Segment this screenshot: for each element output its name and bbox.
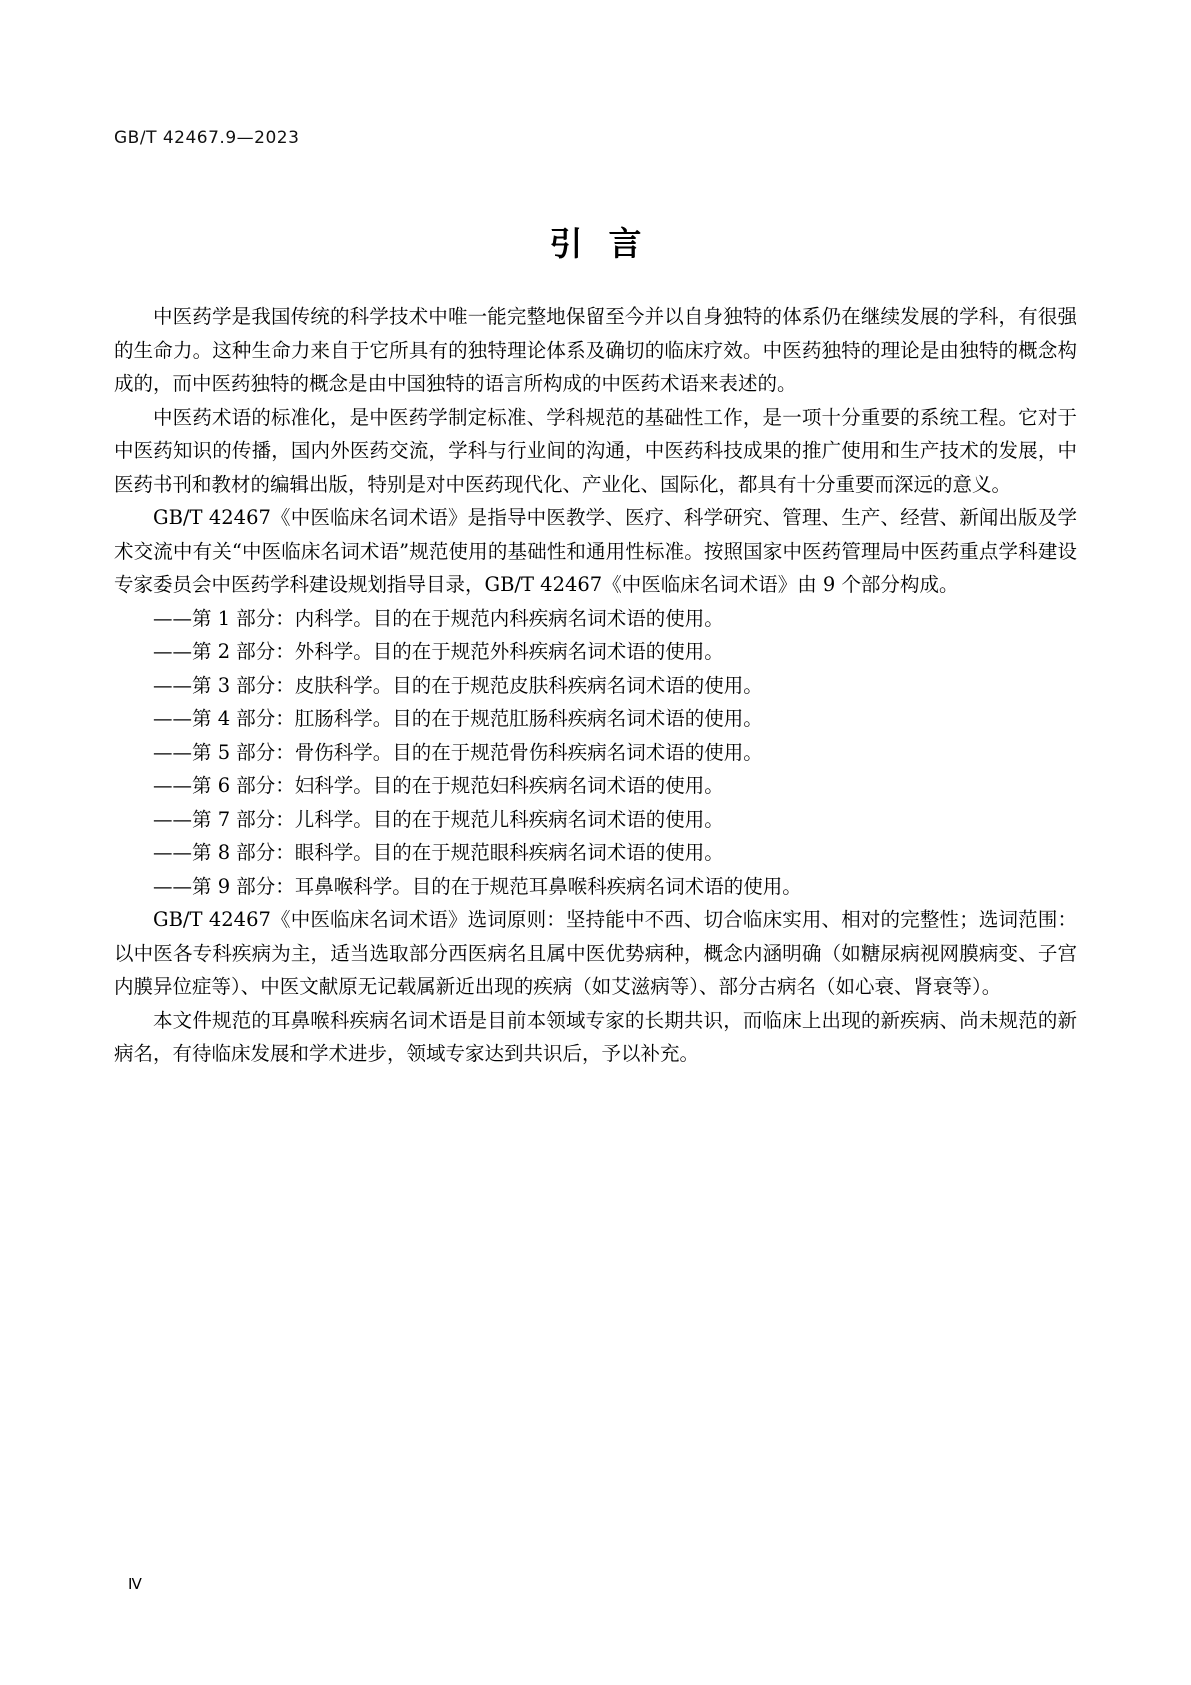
list-item: ——第 8 部分：眼科学。目的在于规范眼科疾病名词术语的使用。 bbox=[153, 841, 724, 864]
page-title: 引言 bbox=[549, 224, 668, 263]
list-item: ——第 7 部分：儿科学。目的在于规范儿科疾病名词术语的使用。 bbox=[153, 807, 724, 831]
page-number: Ⅳ bbox=[128, 1575, 142, 1593]
list-item: ——第 5 部分：骨伤科学。目的在于规范骨伤科疾病名词术语的使用。 bbox=[153, 740, 763, 764]
page-header-standard-number: GB/T 42467.9—2023 bbox=[114, 128, 300, 148]
document-body bbox=[114, 300, 1077, 1071]
list-item: ——第 4 部分：肛肠科学。目的在于规范肛肠科疾病名词术语的使用。 bbox=[153, 707, 763, 730]
paragraph: 中医药学是我国传统的科学技术中唯一能完整地保留至今并以自身独特的体系仍在继续发展的学科，有很强的生命力。这种生命力来自于它所具有的独特理论体系及确切的临床疗效。中医药独特的理论是由独特的概念构成的，而中医药独特的概念是由中国独特的语言所构成的中医药术语来表述的。 bbox=[114, 305, 1077, 395]
paragraph: GB/T 42467《中医临床名词术语》是指导中医教学、医疗、科学研究、管理、生产、经营、新闻出版及学术交流中有关“中医临床名词术语”规范使用的基础性和通用性标准。按照国家中医药管理局中医药重点学科建设专家委员会中医药学科建设规划指导目录，GB/T 42467《中医临床名词术语》由 9 个部分构成。 bbox=[114, 506, 1077, 596]
paragraph: 中医药术语的标准化，是中医药学制定标准、学科规范的基础性工作，是一项十分重要的系统工程。它对于中医药知识的传播，国内外医药交流，学科与行业间的沟通，中医药科技成果的推广使用和生产技术的发展，中医药书刊和教材的编辑出版，特别是对中医药现代化、产业化、国际化，都具有十分重要而深远的意义。 bbox=[114, 405, 1077, 496]
list-item: ——第 3 部分：皮肤科学。目的在于规范皮肤科疾病名词术语的使用。 bbox=[153, 673, 763, 697]
list-item: ——第 9 部分：耳鼻喉科学。目的在于规范耳鼻喉科疾病名词术语的使用。 bbox=[153, 874, 802, 898]
paragraph: GB/T 42467《中医临床名词术语》选词原则：坚持能中不西、切合临床实用、相对的完整性；选词范围：以中医各专科疾病为主，适当选取部分西医病名且属中医优势病种，概念内涵明确（如糖尿病视网膜病变、子宫内膜异位症等）、中医文献原无记载属新近出现的疾病（如艾滋病等）、部分古病名（如心衰、肾衰等）。 bbox=[114, 908, 1077, 998]
paragraph: 本文件规范的耳鼻喉科疾病名词术语是目前本领域专家的长期共识，而临床上出现的新疾病、尚未规范的新病名，有待临床发展和学术进步，领域专家达到共识后，予以补充。 bbox=[114, 1008, 1077, 1065]
list-item: ——第 1 部分：内科学。目的在于规范内科疾病名词术语的使用。 bbox=[153, 606, 724, 630]
list-item: ——第 2 部分：外科学。目的在于规范外科疾病名词术语的使用。 bbox=[153, 640, 724, 663]
list-item: ——第 6 部分：妇科学。目的在于规范妇科疾病名词术语的使用。 bbox=[153, 774, 724, 797]
